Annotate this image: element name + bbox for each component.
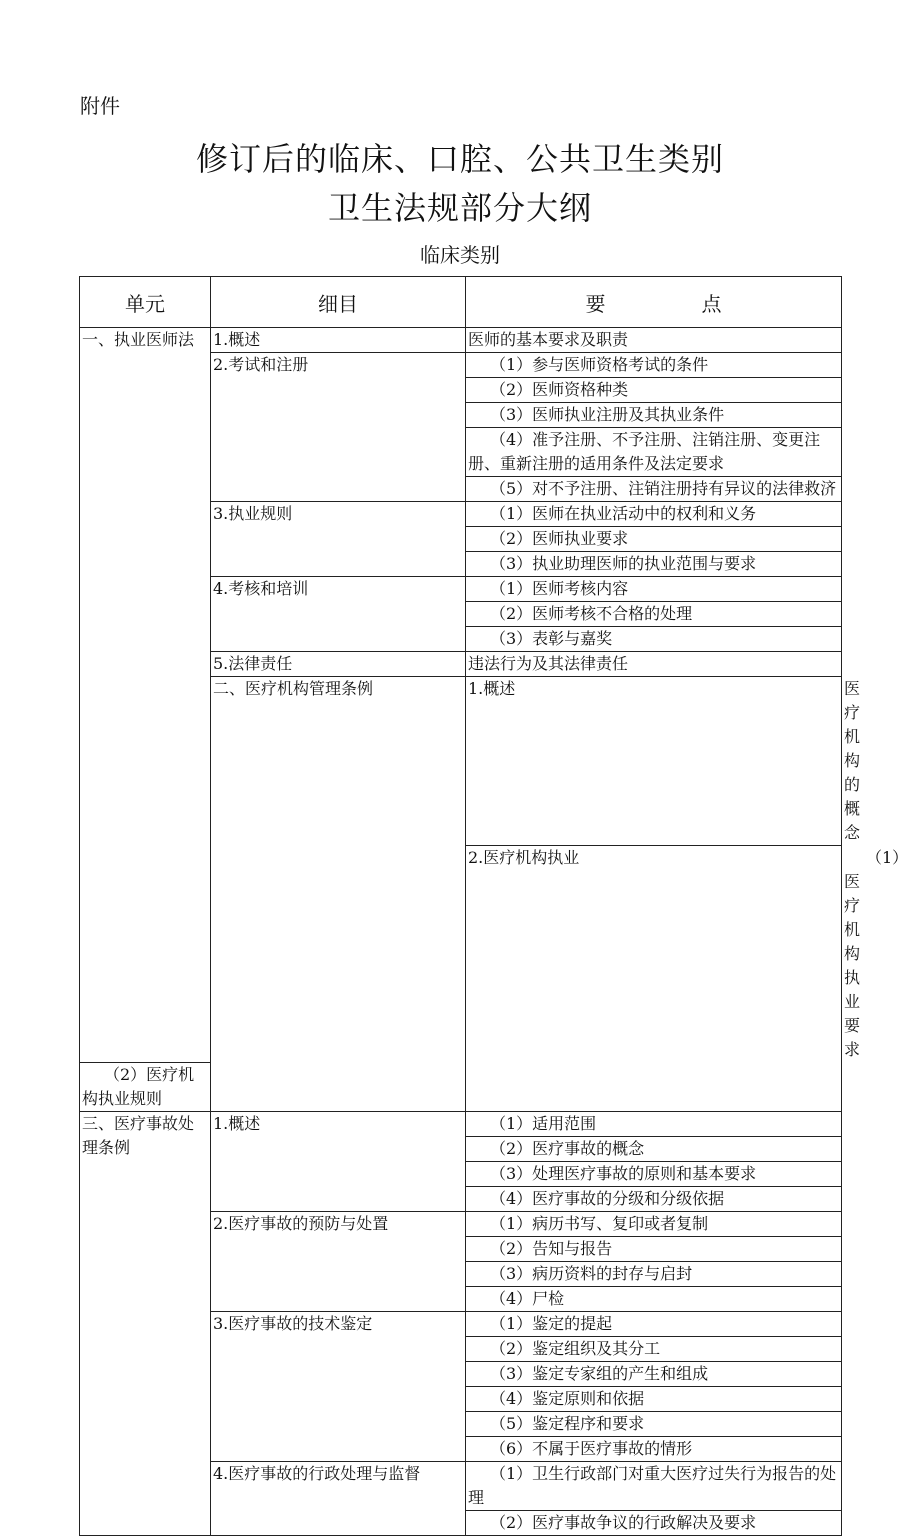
point-cell: （1）卫生行政部门对重大医疗过失行为报告的处理 [466, 1462, 842, 1511]
header-points-a: 要 [585, 291, 606, 316]
table-row [80, 328, 842, 353]
item-cell: 1.概述 [466, 677, 842, 846]
point-cell: （1）医师在执业活动中的权利和义务 [466, 502, 842, 527]
point-cell: （4）医疗事故的分级和分级依据 [466, 1187, 842, 1212]
table-header-row [80, 277, 842, 328]
header-item: 细目 [211, 277, 466, 328]
header-points-b: 点 [701, 291, 722, 316]
point-cell: （5）对不予注册、注销注册持有异议的法律救济 [466, 477, 842, 502]
item-cell: 3.执业规则 [211, 502, 466, 577]
item-cell: 4.考核和培训 [211, 577, 466, 652]
point-cell: （2）鉴定组织及其分工 [466, 1337, 842, 1362]
point-cell: （4）准予注册、不予注册、注销注册、变更注册、重新注册的适用条件及法定要求 [466, 428, 842, 477]
point-cell: （1）适用范围 [466, 1112, 842, 1137]
item-cell: 1.概述 [211, 1112, 466, 1212]
point-cell: （3）病历资料的封存与启封 [466, 1262, 842, 1287]
header-points [466, 277, 842, 328]
document-title-line1: 修订后的临床、口腔、公共卫生类别 [195, 140, 724, 178]
point-cell: （2）医师考核不合格的处理 [466, 602, 842, 627]
point-cell: （4）鉴定原则和依据 [466, 1387, 842, 1412]
table-row: 2.医疗机构执业 （1）医疗机构执业要求 [80, 846, 842, 1063]
point-cell: （1）参与医师资格考试的条件 [466, 353, 842, 378]
point-cell: 医师的基本要求及职责 [466, 328, 842, 353]
point-cell: （5）鉴定程序和要求 [466, 1412, 842, 1437]
point-cell: （3）表彰与嘉奖 [466, 627, 842, 652]
item-cell: 5.法律责任 [211, 652, 466, 677]
item-cell: 4.医疗事故的行政处理与监督 [211, 1462, 466, 1536]
point-cell: （4）尸检 [466, 1287, 842, 1312]
point-cell: （1）病历书写、复印或者复制 [466, 1212, 842, 1237]
point-cell: （1）医师考核内容 [466, 577, 842, 602]
item-cell: 2.考试和注册 [211, 353, 466, 502]
attachment-label: 附件 [80, 94, 120, 118]
document-title-line2: 卫生法规部分大纲 [327, 189, 592, 227]
point-cell: （2）医疗事故的概念 [466, 1137, 842, 1162]
point-cell: （2）医疗事故争议的行政解决及要求 [466, 1511, 842, 1536]
unit-cell: 二、医疗机构管理条例 [211, 677, 466, 1112]
point-cell: （1）鉴定的提起 [466, 1312, 842, 1337]
point-cell: （3）鉴定专家组的产生和组成 [466, 1362, 842, 1387]
item-cell: 3.医疗事故的技术鉴定 [211, 1312, 466, 1462]
item-cell: 1.概述 [211, 328, 466, 353]
table-row [80, 1112, 842, 1137]
table-row: 二、医疗机构管理条例 1.概述 医疗机构的概念 [80, 677, 842, 846]
header-unit: 单元 [80, 277, 211, 328]
point-cell: （3）医师执业注册及其执业条件 [466, 403, 842, 428]
point-cell: （3）执业助理医师的执业范围与要求 [466, 552, 842, 577]
point-cell: （2）医疗机构执业规则 [80, 1063, 211, 1112]
point-cell: （3）处理医疗事故的原则和基本要求 [466, 1162, 842, 1187]
item-cell: 2.医疗机构执业 [466, 846, 842, 1112]
point-cell: （2）医师执业要求 [466, 527, 842, 552]
point-cell: （2）告知与报告 [466, 1237, 842, 1262]
item-cell: 2.医疗事故的预防与处置 [211, 1212, 466, 1312]
unit-cell: 一、执业医师法 [80, 328, 211, 1063]
point-cell: （2）医师资格种类 [466, 378, 842, 403]
syllabus-table [79, 276, 909, 1536]
unit-cell: 三、医疗事故处理条例 [80, 1112, 211, 1536]
point-cell: （6）不属于医疗事故的情形 [466, 1437, 842, 1462]
category-subtitle: 临床类别 [420, 243, 500, 267]
point-cell: 违法行为及其法律责任 [466, 652, 842, 677]
